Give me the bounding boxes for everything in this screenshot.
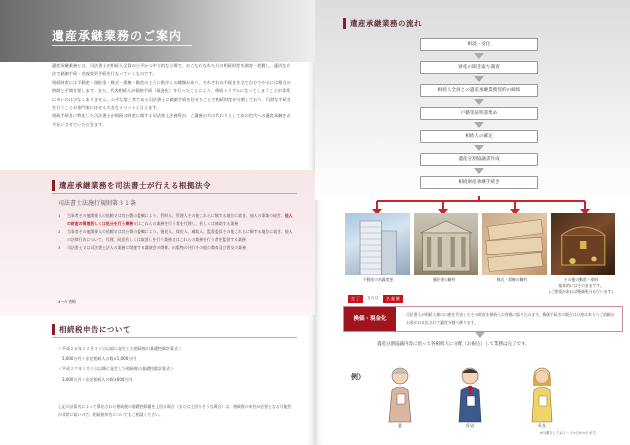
intro-text xyxy=(52,62,292,129)
law-item-number: 3 xyxy=(58,245,61,251)
heir-name: 長女 xyxy=(537,423,547,428)
asset-caption: その他の動産・家財 基本的にはそのままです。 (ご要望があれば換価処分も行います) xyxy=(549,277,613,294)
flow-step: 財産の聞き取り調査 xyxy=(420,61,538,74)
heir-name: 長男 xyxy=(465,423,475,428)
banknotes-photo xyxy=(482,213,547,275)
intro-paragraph: 遺産承継業務とは、司法書士が相続人全員の公平かつ中立的な立場で、おこなわなれた方の相続財産を調査・把握し、適切な方法で価値手続・名義変更手続を行なっていくものです。 xyxy=(52,63,291,77)
flow-step: 相談・受任 xyxy=(420,38,538,51)
law-item xyxy=(58,212,296,228)
heading-marker xyxy=(52,324,55,335)
law-item-text: 当事者その他関係人の依頼又は官公署の委嘱により、後見人、保佐人、補助人、監督委員その他これらに類する地位に就き、他人の法律行為について、代理、同意若しくは取消しを行う業務又はこれらの業務を行う者を監督する業務 xyxy=(67,229,293,243)
cash-label: 換価・現金化 xyxy=(344,307,396,331)
cash-conversion-box xyxy=(343,306,623,332)
law-item-text: 又はこれらの業務を行う者を代理し、若しくは補助する業務 xyxy=(133,221,239,227)
heading-marker xyxy=(343,18,346,29)
law-item xyxy=(58,244,296,252)
law-item-text: 当事者その他関係人の依頼又は官公署の委嘱により、管財人、管理人その他これらに類する地位に就き、他人の事業の経営、 xyxy=(67,213,285,218)
right-page xyxy=(315,0,630,445)
asset-caption: 株式・債権の解約 xyxy=(496,277,528,282)
tax-line: ＜平成２７年１月１日以降に発生した相続税の基礎控除計算式＞ xyxy=(58,366,174,372)
law-heading-text: 遺産承継業務を司法書士が行える根拠法令 xyxy=(59,181,211,190)
flow-step: 遺産分割協議書作成 xyxy=(420,153,538,166)
asset-caption: 預貯金の解約 xyxy=(432,277,456,282)
tax-line: 5,000万円＋法定相続人の数×1,000万円 xyxy=(62,356,137,362)
flow-arrow xyxy=(474,168,484,174)
sale-tag: 売 了 xyxy=(348,295,363,303)
law-section-heading xyxy=(52,180,211,191)
example-label: 例） xyxy=(351,372,365,381)
heading-rule xyxy=(52,193,297,194)
building-photo xyxy=(345,213,410,275)
heir-name: 妻 xyxy=(397,423,403,428)
flow-step: 戸籍等証明書集め xyxy=(420,107,538,120)
flow-heading-text: 遺産承継業務の流れ xyxy=(350,19,422,28)
law-item-text: 司法書士又は司法書士法人の業務に関連する講演会の開催、出版物の刊行その他の教育及び普及の業務 xyxy=(67,245,246,251)
or-text: または xyxy=(367,295,379,300)
bank-photo xyxy=(414,213,479,275)
heading-rule xyxy=(52,337,297,338)
tax-heading-text: 相続税申告について xyxy=(59,325,131,334)
law-item-number: 1 xyxy=(58,213,61,218)
law-name: 司法書士法施行規則第３１条 xyxy=(58,200,137,207)
flow-step: 相続人全員との遺産承継業務契約の締結 xyxy=(420,84,538,97)
law-item-highlight: 他人の財産の管理若しくは処分を行う業務 xyxy=(67,213,293,227)
law-item-number: 2 xyxy=(58,229,61,235)
page-title: 遺産承継業務のご案内 xyxy=(52,29,183,43)
flow-arrow xyxy=(474,122,484,128)
heading-marker xyxy=(52,180,55,191)
title-underline xyxy=(52,45,192,46)
asset-caption: 不動産の名義変更 xyxy=(362,277,394,282)
tax-formulas xyxy=(58,344,298,385)
treasure-chest-photo xyxy=(551,213,616,275)
intro-paragraph: 相続手続きに特化した司法書士が相続の財産に関する司法書士法務所が、ご遺族の方の代わりとして次の世代への遺産承継をお手伝いさせていただきます。 xyxy=(52,113,291,127)
law-note: 4〜5 省略 xyxy=(58,299,76,304)
tax-footer: 上記の計算式によって算出された相続税の基礎控除額を上回る場合（または上回りそうな場合）は、相続税の申告が必要となる可能性が非常に高いので、相続税申告についてもご相談ください。 xyxy=(58,404,292,417)
cash-description: 司法書士が相続人様の口座を代表したその財産を相続人の皆様に振り込みます。換価手続きの場合は口座は本人へご依頼のお金がお支払されて遺産分割へ移ります。 xyxy=(406,312,615,325)
flow-step: 相続人の確定 xyxy=(420,130,538,143)
flow-arrow xyxy=(475,332,485,338)
woman-icon xyxy=(525,364,559,424)
flow-arrow xyxy=(474,76,484,82)
tax-line: ＜平成２６年１２月３１日以前に発生した相続税の基礎控除計算式＞ xyxy=(58,346,182,351)
tax-line: 3,000万円＋法定相続人の数×600万円 xyxy=(62,376,133,382)
law-item xyxy=(58,228,296,244)
heir-note: ※分割をしてお２〜３か月かかります。 xyxy=(540,431,599,435)
flow-heading xyxy=(343,18,422,29)
flow-step: 相続財産承継手続き xyxy=(420,176,538,189)
distribution-text: 遺産分割協議内容に沿って各相続人に分配（お振込）して業務は完了です。 xyxy=(377,342,530,347)
intro-paragraph: 相続財産には不動産・預貯金・株式・債権・動産の上うに数多くの種類があり、それぞれの手続きを全て自分でやるには相当の時間と手間を要します。また、代表相続人が価格手続（現金化）を行ったことにより、相続トラブルになってしまうことが非常に多いのは少なくありません。公平な第三者である司法書士に価値手続を任せることで相続財産が分割しており、円滑な手続きを行うことが専門家に任せる大きなメリットと言えます。 xyxy=(52,79,291,111)
elderly-woman-icon xyxy=(383,364,417,424)
tax-section-heading xyxy=(52,324,131,335)
man-icon xyxy=(453,364,487,424)
law-item-body xyxy=(67,212,296,228)
law-items xyxy=(58,212,296,252)
flow-arrow xyxy=(474,53,484,59)
flow-chart xyxy=(420,38,538,189)
transfer-tag: 名 義 継 xyxy=(383,295,403,303)
flow-arrow xyxy=(474,99,484,105)
asset-photos xyxy=(345,213,615,275)
flow-arrow xyxy=(474,145,484,151)
